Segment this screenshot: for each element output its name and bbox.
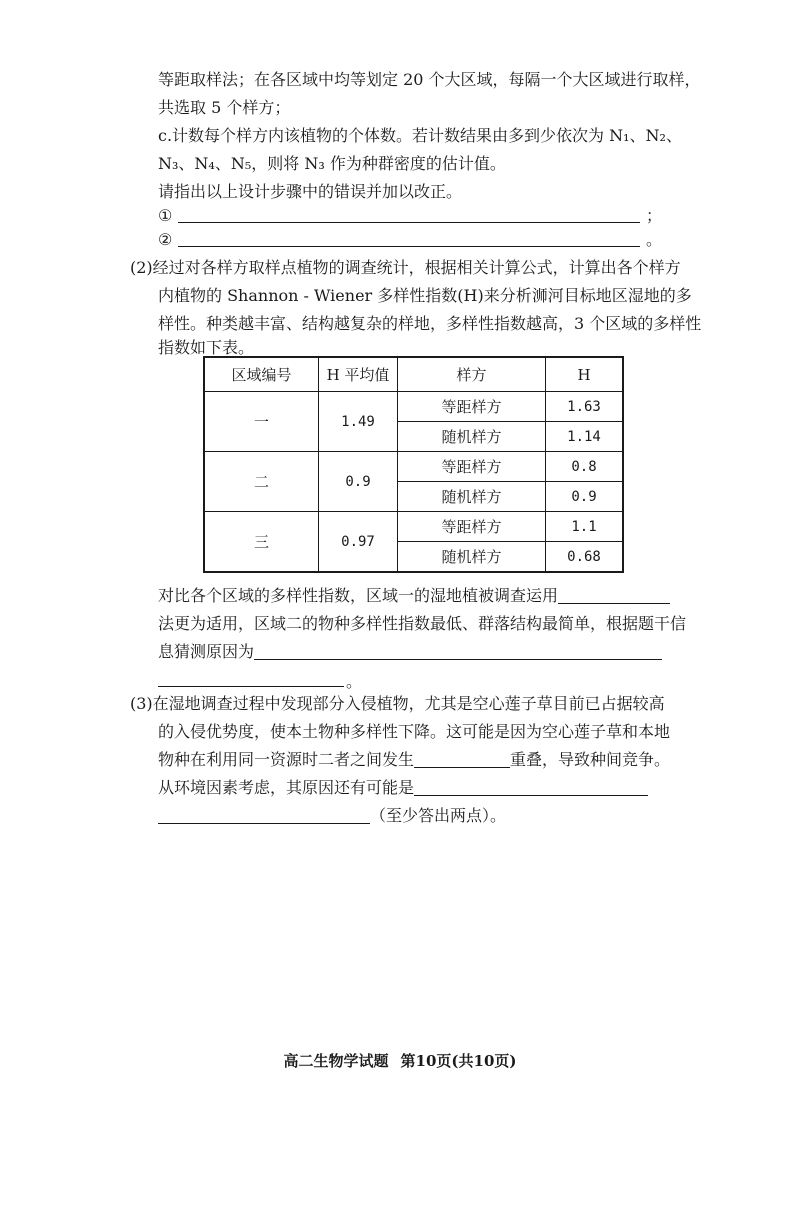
header-region: 区域编号 (204, 357, 319, 392)
h-avg-cell: 0.9 (319, 452, 398, 512)
h-cell: 0.9 (546, 482, 624, 512)
table-row (204, 392, 623, 422)
h-avg-cell: 0.97 (319, 512, 398, 573)
table-row (204, 452, 623, 482)
q2-after-line3 (158, 640, 662, 664)
method-blank[interactable] (558, 585, 670, 604)
h-cell: 1.14 (546, 422, 624, 452)
q3-line4-text: 从环境因素考虑，其原因还有可能是 (158, 778, 415, 797)
answer-2-blank[interactable] (178, 246, 640, 247)
reason-blank-2[interactable] (158, 686, 344, 687)
step-b-line1: 等距取样法；在各区域中均等划定 20 个大区域，每隔一个大区域进行取样， (158, 70, 701, 89)
q3-line5-post: （至少答出两点）。 (370, 806, 507, 825)
h-avg-cell: 1.49 (319, 392, 398, 452)
h-cell: 1.63 (546, 392, 624, 422)
footer-title: 高二生物学试题 (283, 1052, 389, 1070)
reason-blank-1[interactable] (254, 641, 662, 660)
step-c-line2: N₃、N₄、N₅，则将 N₃ 作为种群密度的估计值。 (158, 154, 506, 173)
header-h: H (546, 357, 624, 392)
answer-1-end: ； (646, 206, 663, 225)
region-cell: 三 (204, 512, 319, 573)
answer-2-end: 。 (646, 230, 663, 249)
table-row (204, 512, 623, 542)
environment-blank-2[interactable] (158, 805, 370, 824)
footer-page: 第10页(共10页) (400, 1052, 517, 1070)
method-cell: 等距样方 (398, 512, 546, 542)
q2-after-line2: 法更为适用，区域二的物种多样性指数最低、群落结构最简单，根据题干信 (158, 614, 687, 633)
q3-line5 (158, 804, 506, 828)
header-sample: 样方 (398, 357, 546, 392)
niche-blank[interactable] (414, 749, 510, 768)
step-c-line1: c.计数每个样方内该植物的个体数。若计数结果由多到少依次为 N₁、N₂、 (158, 126, 682, 145)
method-cell: 随机样方 (398, 542, 546, 573)
method-cell: 随机样方 (398, 422, 546, 452)
method-cell: 随机样方 (398, 482, 546, 512)
method-cell: 等距样方 (398, 392, 546, 422)
instruction: 请指出以上设计步骤中的错误并加以改正。 (158, 182, 463, 201)
q2-line4: 指数如下表。 (158, 338, 255, 357)
diversity-table (203, 356, 624, 573)
answer-1-blank[interactable] (178, 222, 640, 223)
q3-line3-post: 重叠，导致种间竞争。 (510, 750, 671, 769)
q2-line2: 内植物的 Shannon - Wiener 多样性指数(H)来分析浉河目标地区湿地的多 (158, 286, 692, 305)
h-cell: 1.1 (546, 512, 624, 542)
h-cell: 0.8 (546, 452, 624, 482)
q2-line1: (2)经过对各样方取样点植物的调查统计，根据相关计算公式，计算出各个样方 (130, 258, 681, 277)
region-cell: 一 (204, 392, 319, 452)
answer-1-marker: ① (158, 206, 173, 225)
method-cell: 等距样方 (398, 452, 546, 482)
q2-after-line1-text: 对比各个区域的多样性指数，区域一的湿地植被调查运用 (158, 586, 559, 605)
environment-blank-1[interactable] (414, 777, 648, 796)
q2-after-line4-end: 。 (346, 672, 363, 691)
q2-line3: 样性。种类越丰富、结构越复杂的样地，多样性指数越高，3 个区域的多样性 (158, 314, 702, 333)
step-b-line2: 共选取 5 个样方； (158, 98, 291, 117)
q2-after-line1 (158, 584, 670, 608)
answer-2-marker: ② (158, 230, 173, 249)
q3-line3 (158, 748, 670, 772)
h-cell: 0.68 (546, 542, 624, 573)
page-footer (0, 1050, 800, 1071)
q3-line4 (158, 776, 648, 800)
q2-after-line3-text: 息猜测原因为 (158, 642, 255, 661)
q3-line3-text: 物种在利用同一资源时二者之间发生 (158, 750, 415, 769)
region-cell: 二 (204, 452, 319, 512)
table-header-row (204, 357, 623, 392)
q3-line1: (3)在湿地调查过程中发现部分入侵植物，尤其是空心莲子草目前已占据较高 (130, 694, 665, 713)
q3-line2: 的入侵优势度，使本土物种多样性下降。这可能是因为空心莲子草和本地 (158, 722, 671, 741)
header-h-avg: H 平均值 (319, 357, 398, 392)
